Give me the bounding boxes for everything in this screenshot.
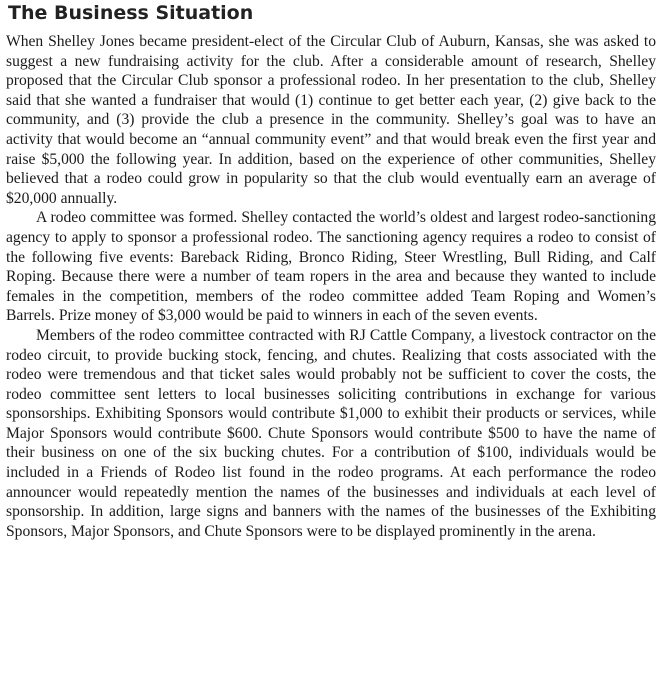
paragraph-1: When Shelley Jones became president-elect of the Circular Club of Auburn, Kansas, she was asked to suggest a new fundraising activity for the club. After a considerable amount of research, Shelley proposed that the Circular Club sponsor a professional rodeo. In her presentation to the club, Shelley said that she wanted a fundraiser that would (1) continue to get better each year, (2) give back to the community, and (3) provide the club a presence in the community. Shelley’s goal was to have an activity that would become an “annual community event” and that would break even the first year and raise $5,000 the following year. In addition, based on the experience of other communities, Shelley believed that a rodeo could grow in popularity so that the club would eventually earn an average of $20,000 annually.: [6, 33, 656, 207]
paragraph-3: Members of the rodeo committee contracted with RJ Cattle Company, a livestock contractor on the rodeo circuit, to provide bucking stock, fencing, and chutes. Realizing that costs associated with the rodeo were tremendous and that ticket sales would probably not be sufficient to cover the costs, the rodeo committee sent letters to local businesses soliciting contributions in exchange for various sponsorships. Exhibiting Sponsors would contribute $1,000 to exhibit their products or services, while Major Sponsors would contribute $600. Chute Sponsors would contribute $500 to have the name of their business on one of the six bucking chutes. For a contribution of $100, individuals would be included in a Friends of Rodeo list found in the rodeo programs. At each performance the rodeo announcer would repeatedly mention the names of the businesses and individuals at each level of sponsorship. In addition, large signs and banners with the names of the businesses of the Exhibiting Sponsors, Major Sponsors, and Chute Sponsors were to be displayed prominently in the arena.: [6, 326, 656, 540]
section-heading: The Business Situation: [8, 2, 254, 24]
paragraph-2: A rodeo committee was formed. Shelley contacted the world’s oldest and largest rodeo-sanctioning agency to apply to sponsor a professional rodeo. The sanctioning agency requires a rodeo to consist of the following five events: Bareback Riding, Bronco Riding, Steer Wrestling, Bull Riding, and Calf Roping. Because there were a number of team ropers in the area and because they wanted to include females in the competition, members of the rodeo committee added Team Roping and Women’s Barrels. Prize money of $3,000 would be paid to winners in each of the seven events.: [6, 209, 656, 325]
